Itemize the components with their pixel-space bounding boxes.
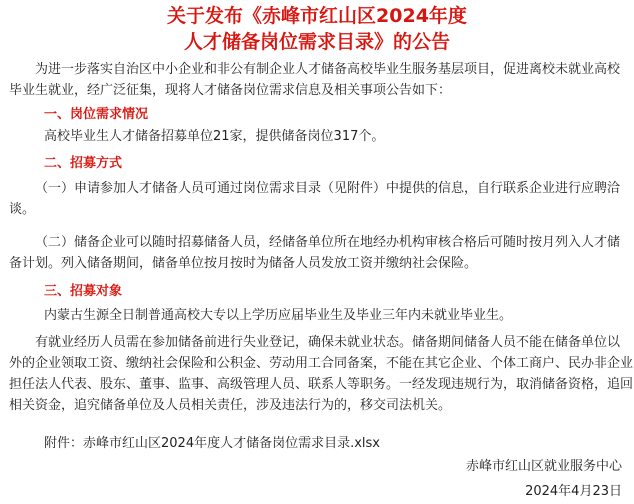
attachment-link[interactable]: 附件：赤峰市红山区2024年度人才储备岗位需求目录.xlsx (44, 436, 380, 451)
section-2-item-2 (9, 232, 627, 274)
section-3-paragraph-line-2: 外的企业领取工资、缴纳社会保险和公积金、劳动用工合同备案，不能在其它企业、个体工商户、民办非企业 (9, 356, 634, 371)
section-2-item-1-line-1: （一）申请参加人才储备人员可通过岗位需求目录（见附件）中提供的信息，自行联系企业进行应聘洽 (35, 181, 621, 196)
section-2-item-1-line-2: 谈。 (9, 202, 36, 217)
section-2-item-2-line-1: （二）储备企业可以随时招募储备人员，经储备单位所在地经办机构审核合格后可随时按月列入人才储 (35, 235, 621, 250)
intro-line-2: 毕业生就业，经广泛征集，现将人才储备岗位需求信息及相关事项公告如下： (9, 83, 452, 98)
section-3-paragraph (9, 332, 634, 416)
section-2-item-2-line-2: 备计划。列入储备期间，储备单位按月按时为储备人员发放工资并缴纳社会保险。 (9, 256, 478, 271)
section-3-paragraph-line-4: 相关资金，追究储备单位及人员相关责任，涉及违法行为的，移交司法机关。 (9, 398, 452, 413)
document-title-line1: 关于发布《赤峰市红山区2024年度 (167, 5, 467, 27)
intro-paragraph (9, 59, 627, 101)
section-2-heading: 二、招募方式 (44, 156, 123, 171)
section-3-text: 内蒙古生源全日制普通高校大专以上学历应届毕业生及毕业三年内未就业毕业生。 (44, 308, 513, 323)
section-1-text: 高校毕业生人才储备招募单位21家，提供储备岗位317个。 (44, 129, 385, 144)
section-3-paragraph-line-1: 有就业经历人员需在参加储备前进行失业登记，确保未就业状态。储备期间储备人员不能在储备单位以 (35, 335, 621, 350)
section-1-heading: 一、岗位需求情况 (44, 107, 149, 122)
signature-date: 2024年4月23日 (525, 484, 622, 499)
signature-org: 赤峰市红山区就业服务中心 (465, 459, 622, 474)
section-3-paragraph-line-3: 担任法人代表、股东、董事、监事、高级管理人员、联系人等职务。一经发现违规行为，取消储备资格，追回 (9, 377, 634, 392)
section-2-item-1 (9, 178, 627, 220)
section-3-heading: 三、招募对象 (44, 284, 123, 299)
intro-line-1: 为进一步落实自治区中小企业和非公有制企业人才储备高校毕业生服务基层项目，促进离校未就业高校 (35, 62, 621, 77)
document-title-line2: 人才储备岗位需求目录》的公告 (183, 31, 450, 53)
